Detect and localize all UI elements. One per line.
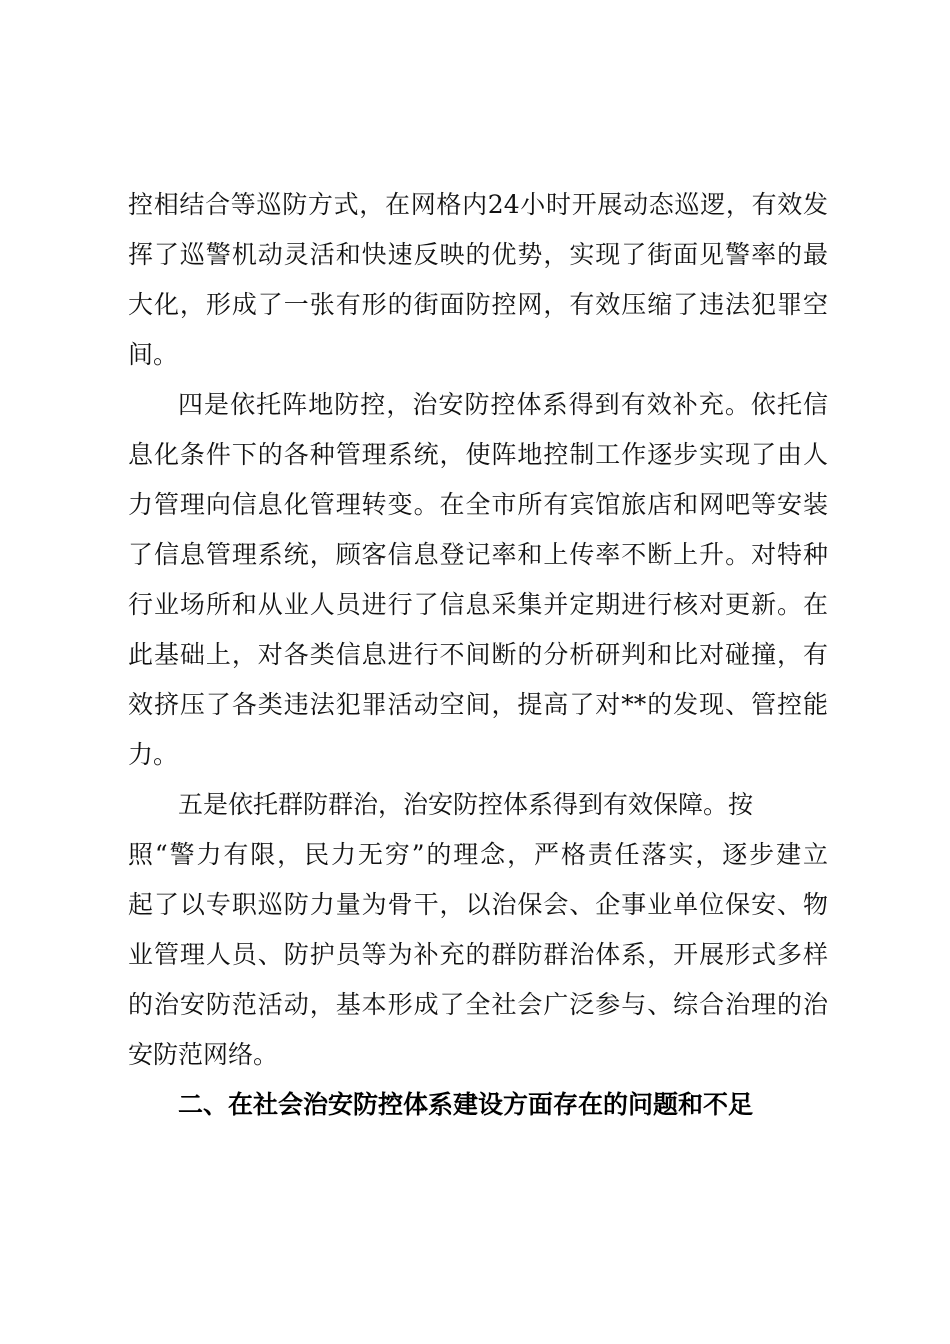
paragraph-3-line-6: 安防范网络。	[128, 1040, 279, 1069]
paragraph-2-line-1: 四是依托阵地防控，治安防控体系得到有效补充。依托信	[178, 390, 828, 419]
paragraph-2-line-7: 效挤压了各类违法犯罪活动空间，提高了对**的发现、管控能	[128, 690, 828, 719]
paragraph-3-line-1: 五是依托群防群治，治安防控体系得到有效保障。按	[178, 790, 754, 819]
paragraph-2-line-6: 此基础上，对各类信息进行不间断的分析研判和比对碰撞，有	[128, 640, 828, 669]
paragraph-3-line-3: 起了以专职巡防力量为骨干，以治保会、企事业单位保安、物	[128, 890, 828, 919]
section-heading: 二、在社会治安防控体系建设方面存在的问题和不足	[178, 1090, 754, 1119]
paragraph-2-line-8: 力。	[128, 740, 179, 769]
paragraph-1-line-2: 挥了巡警机动灵活和快速反映的优势，实现了街面见警率的最	[128, 240, 828, 269]
paragraph-3-line-5: 的治安防范活动，基本形成了全社会广泛参与、综合治理的治	[128, 990, 828, 1019]
paragraph-2-line-2: 息化条件下的各种管理系统，使阵地控制工作逐步实现了由人	[128, 440, 828, 469]
paragraph-3-line-2: 照“警力有限，民力无穷”的理念，严格责任落实，逐步建立	[128, 840, 828, 869]
paragraph-1-line-4: 间。	[128, 340, 179, 369]
paragraph-1-line-3: 大化，形成了一张有形的街面防控网，有效压缩了违法犯罪空	[128, 290, 828, 319]
paragraph-2-line-4: 了信息管理系统，顾客信息登记率和上传率不断上升。对特种	[128, 540, 828, 569]
paragraph-1-line-1: 控相结合等巡防方式，在网格内24小时开展动态巡逻，有效发	[128, 190, 828, 219]
paragraph-2-line-3: 力管理向信息化管理转变。在全市所有宾馆旅店和网吧等安装	[128, 490, 828, 519]
paragraph-2-line-5: 行业场所和从业人员进行了信息采集并定期进行核对更新。在	[128, 590, 828, 619]
paragraph-3-line-4: 业管理人员、防护员等为补充的群防群治体系，开展形式多样	[128, 940, 828, 969]
